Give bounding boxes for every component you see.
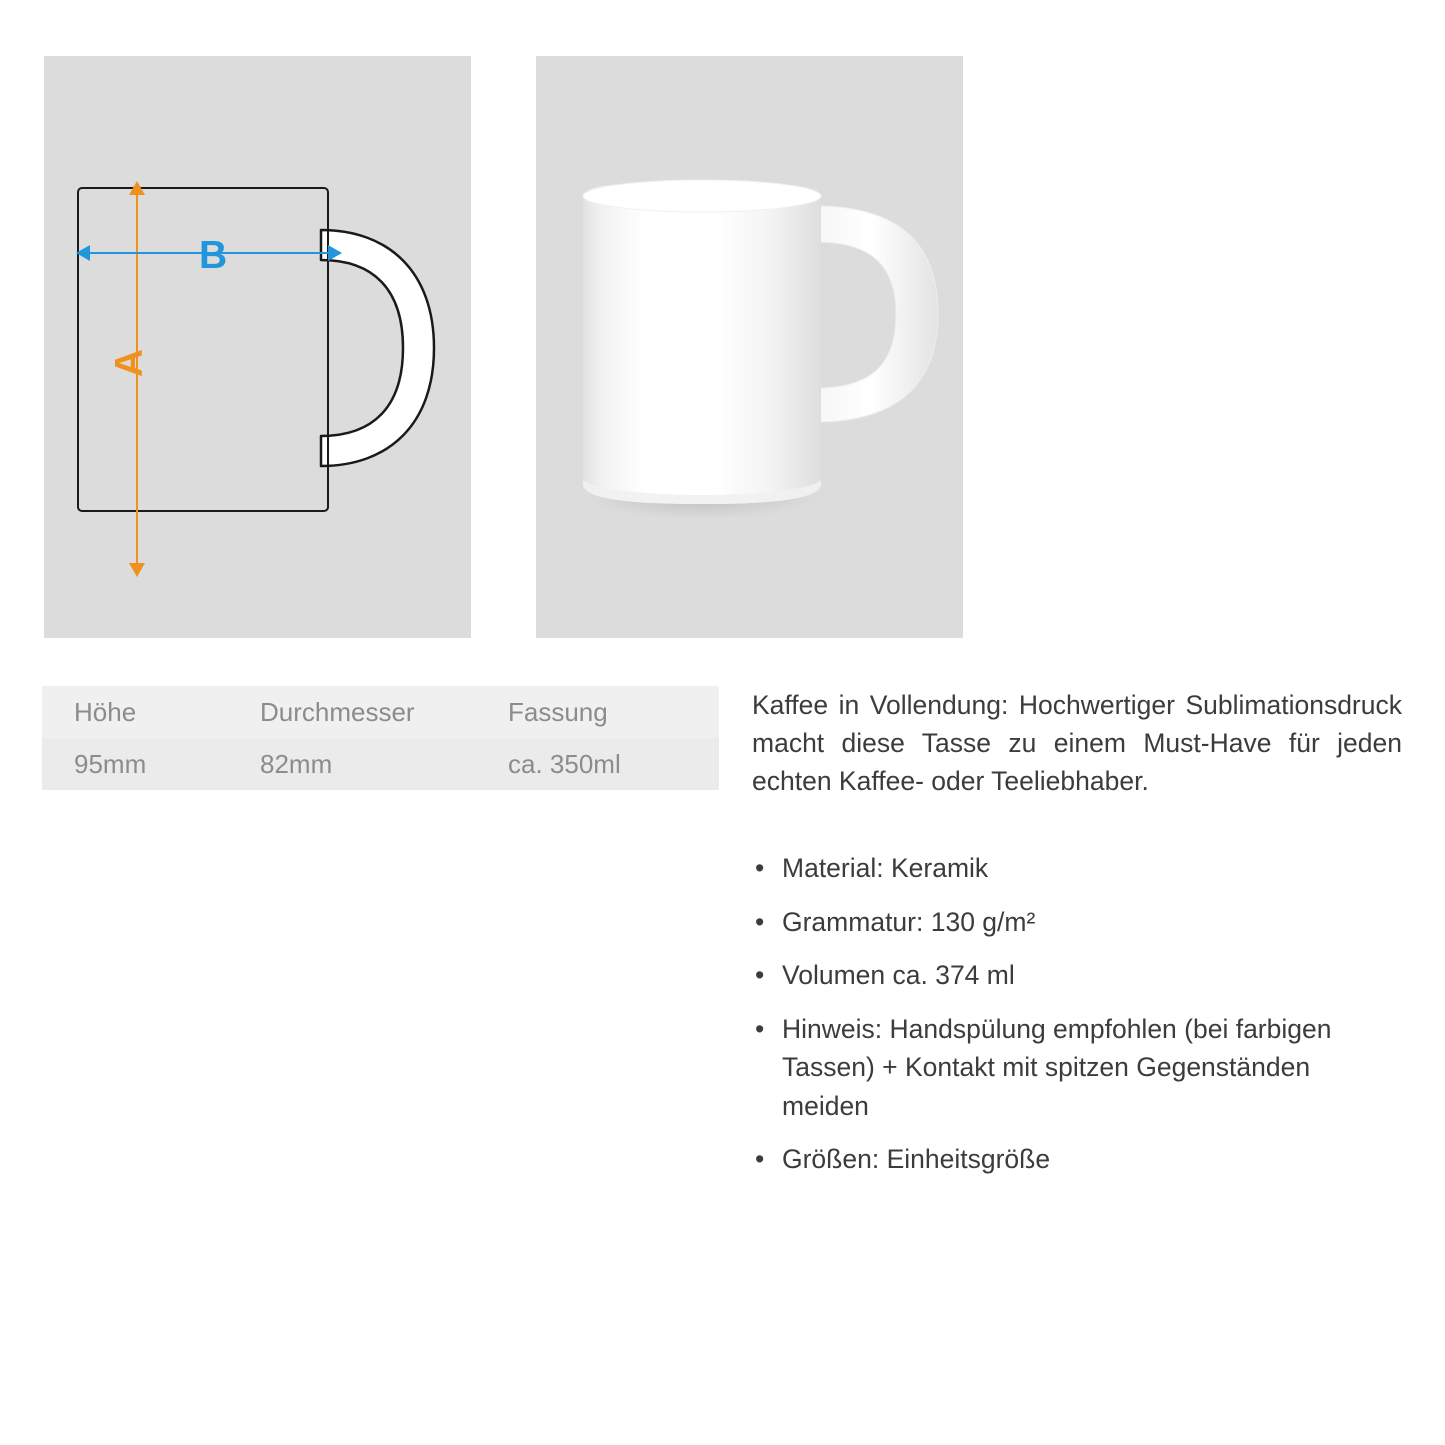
mug-photo xyxy=(536,56,963,638)
feature-sizes: Größen: Einheitsgröße xyxy=(782,1144,1051,1174)
bullet-icon: • xyxy=(755,1013,765,1044)
feature-care-note: Hinweis: Handspülung empfohlen (bei farbigen Tassen) + Kontakt mit spitzen Gegenständen meiden xyxy=(782,1013,1332,1121)
width-dimension-label: B xyxy=(199,234,228,277)
list-item xyxy=(752,903,1402,941)
feature-material: Material: Keramik xyxy=(782,853,989,884)
column-header-diameter: Durchmesser xyxy=(260,696,415,727)
table-header-row xyxy=(42,686,719,738)
list-item xyxy=(752,1140,1402,1178)
product-image-panels xyxy=(44,56,1401,638)
description-paragraph: Kaffee in Vollendung: Hochwertiger Sublimationsdruck macht diese Tasse zu einem Must-Have für jeden echten Kaffee- oder Teeliebhaber. xyxy=(752,690,1402,797)
specifications-table xyxy=(42,686,719,790)
cell-diameter-value: 82mm xyxy=(260,748,333,779)
column-header-height: Höhe xyxy=(74,696,137,727)
mug-photo-illustration-icon xyxy=(536,56,963,638)
bullet-icon: • xyxy=(755,853,765,884)
feature-volume: Volumen ca. 374 ml xyxy=(782,960,1015,991)
product-photo-panel xyxy=(536,56,963,638)
bullet-icon: • xyxy=(755,1144,765,1174)
product-description xyxy=(752,686,1402,1193)
feature-grammage: Grammatur: 130 g/m² xyxy=(782,906,1036,937)
list-item xyxy=(752,956,1402,994)
bullet-icon: • xyxy=(755,906,765,937)
height-dimension-arrow xyxy=(136,194,138,564)
mug-handle-outline-icon xyxy=(319,224,439,472)
technical-drawing-panel xyxy=(44,56,471,638)
cell-height-value: 95mm xyxy=(74,748,147,779)
feature-list xyxy=(752,849,1402,1178)
column-header-capacity: Fassung xyxy=(508,696,608,727)
cell-capacity-value: ca. 350ml xyxy=(508,748,621,779)
table-row xyxy=(42,738,719,790)
height-dimension-label: A xyxy=(108,348,152,378)
bullet-icon: • xyxy=(755,960,765,991)
technical-drawing xyxy=(44,56,471,638)
list-item xyxy=(752,849,1402,887)
list-item xyxy=(752,1010,1402,1125)
